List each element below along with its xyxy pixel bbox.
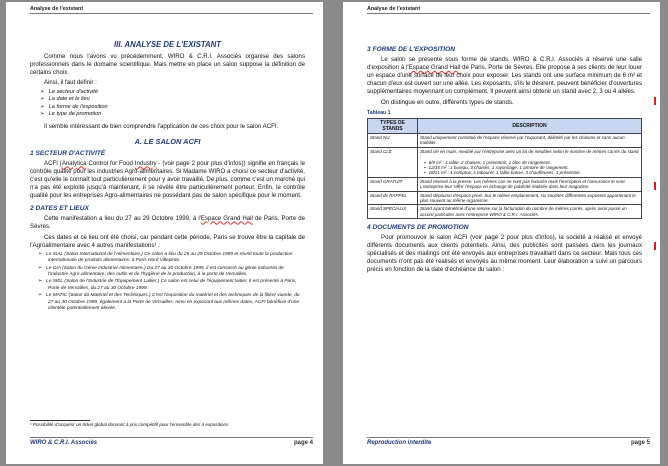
footnote: ¹ Possibilité d'acquérir un ticket global donnant à prix compétitif pour l'ensemble des 4 expositions xyxy=(30,422,229,427)
table-cell-desc: Stand clé en main, meublé par l'entreprise avec un lot de meubles selon le nombre de mètres carrés du stand : ▪ 6/9 m² : 1 table, 2 chaises, 1 présentoir, 1 bloc de rangement. ▪ 12/15 m² : 1 bureau, 3 chaises, 1 rayonnage, 1 armoire de rangement. ▪ 18/21 m² : 1 comptoir, 1 tabouret, 1 table basse, 3 chauffeuses, 1 présentoir. xyxy=(418,147,642,177)
change-marker xyxy=(654,182,656,190)
table-row xyxy=(368,205,642,219)
table-cell-desc: Stand dépourvu d'espace privé. Sur le même emplacement, six sociétés différentes exposent appartenant le plus souvent au même organisme. xyxy=(418,191,642,205)
page-header: Analyse de l'existant xyxy=(30,6,313,14)
table-header: TYPES DE STANDS xyxy=(368,119,418,134)
heading-secteur: 1 SECTEUR D'ACTIVITÉ xyxy=(30,149,106,157)
footnote-separator xyxy=(30,420,90,421)
stands-table xyxy=(367,118,642,219)
document-page-left xyxy=(6,2,323,464)
salons-list xyxy=(38,252,305,312)
table-cell-desc: Stand ayant bénéficié d'une remise sur la facturation du nombre de mètres carrés, après avoir passé un accord particulier avec l'entreprise WIRO & C.R.I. Associés. xyxy=(418,205,642,219)
furniture-list xyxy=(424,160,639,176)
page-body xyxy=(30,16,305,313)
change-marker xyxy=(654,242,656,250)
list-item: ➢ Le GIA (Salon du Génie Industriel Alimentaire.) Du 27 au 30 Octobre 1999, il est consacré au génie industriel de l'industrie Agro-alimentaire, des outils et de l'hygiène de la production, à la porte de Versailles. xyxy=(38,266,305,278)
list-item: ➢ La forme de l'exposition xyxy=(40,104,305,111)
table-row xyxy=(368,191,642,205)
table-cell-type: Stand CLÉ xyxy=(368,147,418,177)
page-footer xyxy=(30,437,313,446)
list-item: ▪ 6/9 m² : 1 table, 2 chaises, 1 présentoir, 1 bloc de rangement. xyxy=(424,160,639,165)
documents-paragraph: Pour promouvoir le salon ACFI (voir page 2 pour plus d'infos), la société a réalisé et envoyé différents documents aux clients potentiels. Ainsi, des publicités sont passées dans les journaux spécialisés et des mailings ont été envoyés aux entreprises travaillant dans ce secteur. Mais tous ces documents n'ont pas été réalisés et envoyés au même moment. Leur élaboration a suivi un parcours précis en fonction de la date d'échéance du salon : xyxy=(367,234,642,274)
table-cell-type: Stand SPÉCIALIX xyxy=(368,205,418,219)
dates-paragraph: Cette manifestation a lieu du 27 au 29 Octobre 1999, à l'Espace Grand Hall de Paris, Porte de Sèvres. xyxy=(30,214,305,230)
table-cell-type: Stand GRATUIT xyxy=(368,177,418,191)
table-cell-type: Stand NU xyxy=(368,134,418,148)
page-header: Analyse de l'existant xyxy=(367,6,650,14)
subsection-title: A. LE SALON ACFI xyxy=(134,136,201,146)
list-item: ➢ Le type de promotion xyxy=(40,111,305,118)
page-number: page 5 xyxy=(630,440,650,446)
list-item: ▪ 18/21 m² : 1 comptoir, 1 tabouret, 1 table basse, 3 chauffeuses, 1 présentoir. xyxy=(424,170,639,175)
forme-paragraph: Le salon se présente sous forme de stands. WIRO & C.R.I. Associés a réservé une salle d'exposition à l'Espace Grand Hall de Paris, Porte de Sèvres. Elle propose à ses clients de leur louer un espace d'une surface de leur choix pour exposer. Les stands ont une surface minimum de 6 m² et chacun d'eux est ouvert sur une allée. Les exposants, s'ils le désirent, peuvent bénéficier d'ouvertures supplémentaires moyennant un complément. Il peuvent ainsi obtenir un stand avec 2, 3 ou 4 allées. xyxy=(367,56,642,95)
heading-documents: 4 DOCUMENTS DE PROMOTION xyxy=(367,224,469,232)
list-item: ▪ 12/15 m² : 1 bureau, 3 chaises, 1 rayonnage, 1 armoire de rangement. xyxy=(424,165,639,170)
table-caption: Tableau 1 xyxy=(367,110,391,116)
page-number: page 4 xyxy=(293,440,313,446)
table-header-row xyxy=(368,119,642,134)
spell-error: Espace Grand Hall xyxy=(408,64,461,71)
page-footer xyxy=(367,437,650,446)
heading-dates: 2 DATES ET LIEUX xyxy=(30,204,89,212)
forme-paragraph-2: On distingue en outre, différents types de stands. xyxy=(381,99,514,106)
table-row xyxy=(368,134,642,148)
intro-paragraph: Comme nous l'avons vu précédemment, WIRO & C.R.I. Associés organise des salons professionnels dans le domaine scientifique. Mais mettre en place un salon suppose la définition de certains choix. xyxy=(30,53,305,76)
footer-notice: Reproduction interdite xyxy=(367,440,432,446)
list-item: ➢ Le SIAL (Salon International de l'Alimentaire.) Ce salon a lieu du 25 au 29 Octobre 1999 et réunit toute la production internationale de produits alimentaires, à Paris Nord Villepinte. xyxy=(38,252,305,264)
dates-paragraph-2: Ces dates et ce lieu ont été choisi, car pendant cette période, Paris se trouve être la capitale de l'Agroalimentaire avec 4 autres manifestations¹ : xyxy=(30,233,305,249)
spell-error: Industry xyxy=(134,159,157,167)
table-cell-desc: Stand uniquement constitué de l'espace réservé par l'exposant, délimité par les cloisons et sans aucun mobilier. xyxy=(418,134,642,148)
table-header: DESCRIPTION xyxy=(418,119,642,134)
table-cell-type: Stand de RAPPEL xyxy=(368,191,418,205)
table-row xyxy=(368,147,642,177)
table-row xyxy=(368,177,642,191)
heading-forme: 3 FORME DE L'EXPOSITION xyxy=(367,46,456,53)
list-item: ➢ Le SIEL (Salon de l'Industrie de l'Équipement Laitier.) Ce salon est celui de l'équipement laitier. Il est présenté à Paris, Porte de Versailles, du 27 au 30 Octobre 1999. xyxy=(38,279,305,291)
list-item: ➢ Le MATIC (Salon du Matériel et des Techniques.) C'est l'exposition du matériel et des techniques de la filière viande, du 27 au 30 Octobre 1999, également à la Porte de Versailles. Ainsi en exposant aux mêmes dates, ACFI bénéficie d'une clientèle potentiellement élevée. xyxy=(38,293,305,312)
page-body xyxy=(367,16,642,274)
footer-company: WIRO & C.R.I. Associés xyxy=(30,440,98,446)
change-marker xyxy=(654,97,656,105)
table-cell-desc: Stand réservé à la presse. Les mêmes cas ne sont pas facturés mais l'inscription et l'assurance le sont. L'entreprise leur 'offre' l'espace en échange de publicité réalisée dans leur magazine. xyxy=(418,177,642,191)
secteur-paragraph: ACFI (Analytica Control for Food Industry - (voir page 2 pour plus d'infos)) signifie en français le contrôle qualité pour les industries Agro-alimentaires. Si Madame WIRO a choisi ce secteur d'activité, c'est qu'elle le connaît tout particulièrement pour y avoir travaillé. De plus, comme c'est un marché qui n'a pas été exploité jusqu'à maintenant, il se révèle être particulièrement porteur. Enfin, le contrôle qualité pour les entreprises Agro-alimentaires ne possédant pas de salon spécifique pour le moment. xyxy=(30,159,306,199)
spell-error: Analytica xyxy=(61,159,87,167)
section-title: III. ANALYSE DE L'EXISTANT xyxy=(114,40,221,49)
criteria-list xyxy=(40,89,305,119)
list-item: ➢ Le secteur d'activité xyxy=(40,89,305,96)
list-item: ➢ La date et le lieu xyxy=(40,96,305,103)
criteria-intro: Ainsi, il faut définir : xyxy=(44,79,97,86)
interest-paragraph: Il semble intéressant de bien comprendre l'application de ces choix pour le salon ACFI. xyxy=(44,122,279,130)
document-page-right xyxy=(343,2,660,464)
spell-error: Espace Grand Hall xyxy=(200,214,253,222)
